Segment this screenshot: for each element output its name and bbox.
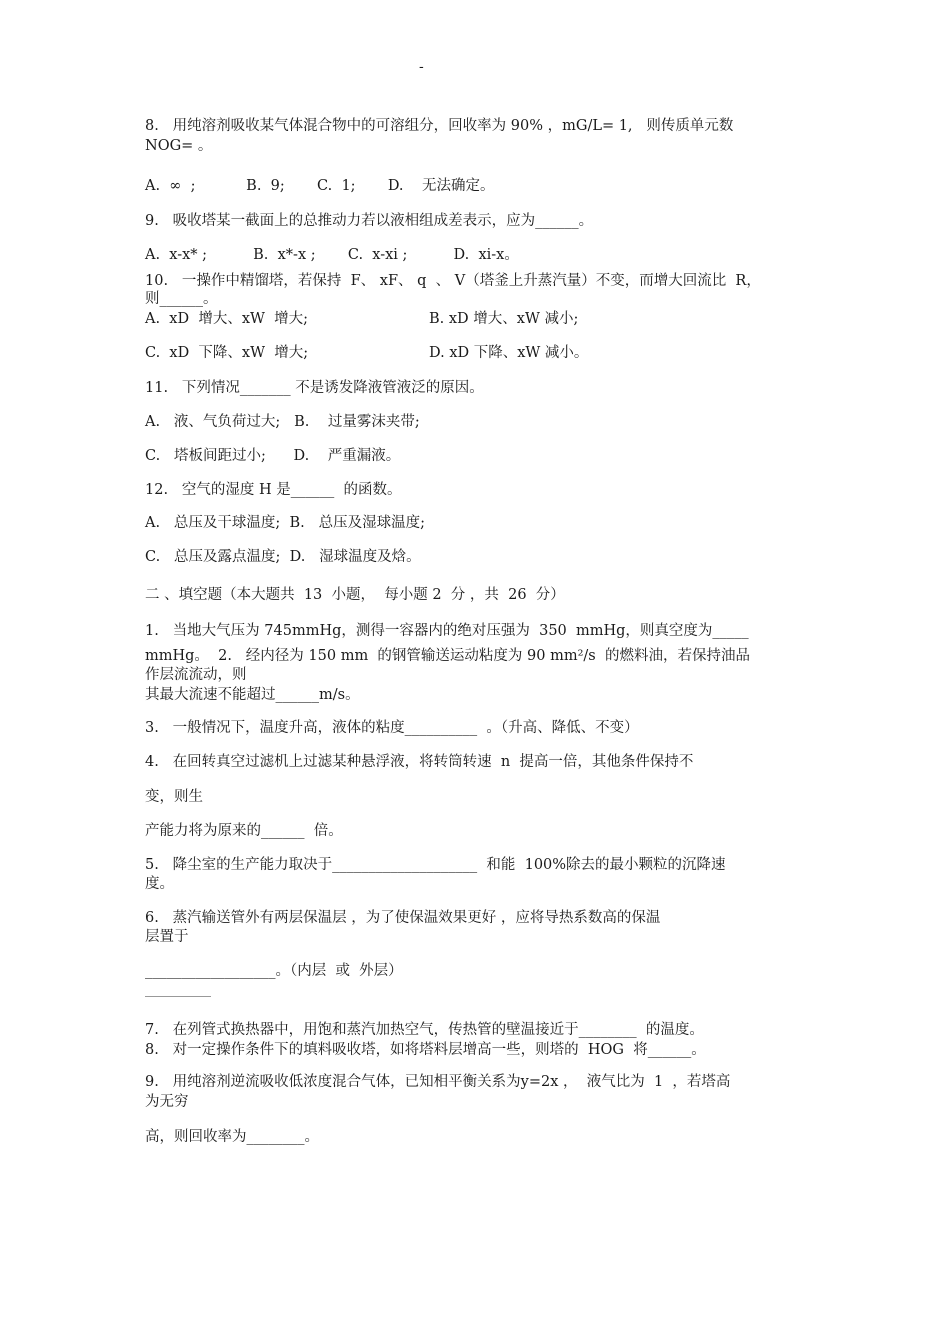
fill-q8: 8. 对一定操作条件下的填料吸收塔，如将塔料层增高一些，则塔的 HOG 将______。: [145, 1042, 706, 1058]
q10-option-c: C. xD 下降、xW 增大;: [145, 345, 309, 361]
fill-q1-q2: mmHg。 2. 经内径为 150 mm 的钢管输送运动粘度为 90 mm²/s 的燃料油，若保持油品: [145, 648, 750, 664]
fill-q9-end: 高，则回收率为________。: [145, 1129, 319, 1145]
q8-options: A. ∞ ; B. 9; C. 1; D. 无法确定。: [145, 178, 495, 194]
q10-stem: 10. 一操作中精馏塔，若保持 F、 xF、 q 、 V（塔釜上升蒸汽量）不变，而增大回流比 R，: [145, 273, 761, 289]
fill-q4-end: 产能力将为原来的______ 倍。: [145, 823, 343, 839]
q10-stem-cont: 则______。: [145, 291, 218, 307]
fill-q7: 7. 在列管式换热器中，用饱和蒸汽加热空气，传热管的壁温接近于________ 的温度。: [145, 1022, 704, 1038]
fill-q5-cont: 度。: [145, 876, 174, 892]
q12-stem: 12. 空气的湿度 H 是______ 的函数。: [145, 482, 402, 498]
fill-q6-end: __________________。（内层 或 外层）: [145, 963, 403, 979]
fill-section-title: 二 、填空题（本大题共 13 小题， 每小题 2 分 ，共 26 分）: [145, 587, 565, 603]
q12-options-cd: C. 总压及露点温度; D. 湿球温度及焓。: [145, 549, 421, 565]
q10-option-b: B. xD 增大、xW 减小;: [429, 311, 579, 327]
q9-stem: 9. 吸收塔某一截面上的总推动力若以液相组成差表示，应为______。: [145, 213, 594, 229]
fill-q4-cont: 变，则生: [145, 789, 203, 805]
fill-q6: 6. 蒸汽输送管外有两层保温层 ，为了使保温效果更好 ，应将导热系数高的保温: [145, 910, 661, 926]
fill-q1: 1. 当地大气压为 745mmHg，测得一容器内的绝对压强为 350 mmHg，则真空度为_____: [145, 623, 749, 639]
fill-q3: 3. 一般情况下，温度升高，液体的粘度__________ 。（升高、降低、不变）: [145, 720, 639, 736]
q10-option-d: D. xD 下降、xW 减小。: [429, 345, 589, 361]
fill-q6-cont: 层置于: [145, 929, 189, 945]
fill-q2-end: 其最大流速不能超过______m/s。: [145, 687, 360, 703]
fill-q2-cont: 作层流流动，则: [145, 667, 247, 683]
q11-options-ab: A. 液、气负荷过大; B. 过量雾沫夹带;: [145, 414, 420, 430]
q12-options-ab: A. 总压及干球温度; B. 总压及湿球温度;: [145, 515, 425, 531]
divider-line: [145, 996, 211, 997]
q8-stem: 8. 用纯溶剂吸收某气体混合物中的可溶组分，回收率为 90% ，mG/L= 1, 则传质单元数: [145, 118, 734, 134]
q11-stem: 11. 下列情况_______ 不是诱发降液管液泛的原因。: [145, 380, 484, 396]
fill-q4: 4. 在回转真空过滤机上过滤某种悬浮液，将转筒转速 n 提高一倍，其他条件保持不: [145, 754, 694, 770]
q9-options: A. x-x* ; B. x*-x ; C. x-xi ; D. xi-x。: [145, 247, 519, 263]
q10-option-a: A. xD 增大、xW 增大;: [145, 311, 309, 327]
fill-q9: 9. 用纯溶剂逆流吸收低浓度混合气体，已知相平衡关系为y=2x ， 液气比为 1 ，若塔高: [145, 1074, 731, 1090]
q8-stem-cont: NOG= 。: [145, 138, 213, 154]
fill-q9-cont: 为无穷: [145, 1094, 189, 1110]
header-mark: -: [419, 59, 424, 75]
q11-options-cd: C. 塔板间距过小; D. 严重漏液。: [145, 448, 401, 464]
fill-q5: 5. 降尘室的生产能力取决于____________________ 和能 100%除去的最小颗粒的沉降速: [145, 857, 726, 873]
